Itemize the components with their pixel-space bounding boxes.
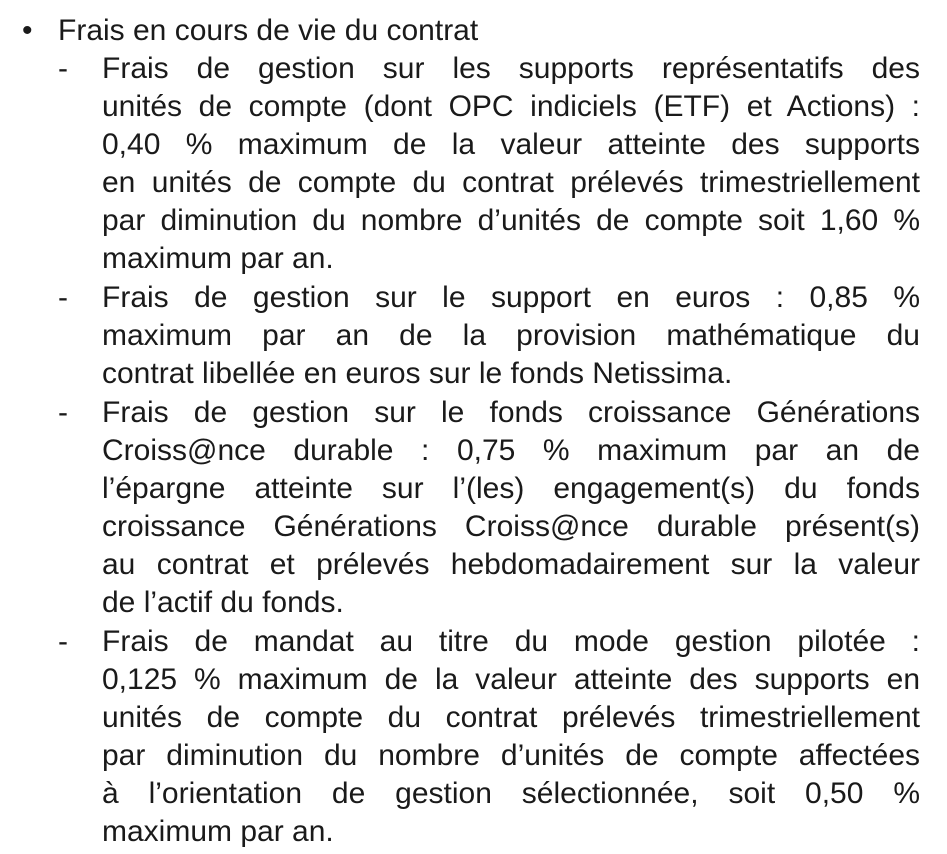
text-line: contrat libellée en euros sur le fonds Netissima. (102, 357, 733, 390)
text-line: Frais de mandat au titre du mode gestion pilotée : (102, 625, 920, 658)
bullet-marker: • (22, 14, 33, 47)
text-line: unités de compte (dont OPC indiciels (ETF) et Actions) : (102, 90, 920, 123)
text-line: Frais de gestion sur le fonds croissance Générations (102, 396, 920, 429)
list-item-text (102, 279, 920, 393)
text-line: l’épargne atteinte sur l’(les) engagement(s) du fonds (102, 472, 920, 505)
text-line: 0,40 % maximum de la valeur atteinte des supports (102, 128, 920, 161)
text-line: maximum par an. (102, 815, 334, 848)
bullet-item-fees-during-contract (0, 5, 947, 45)
list-item-text (102, 623, 920, 851)
bullet-heading: Frais en cours de vie du contrat (58, 14, 479, 47)
text-line: maximum par an. (102, 242, 334, 275)
text-line: maximum par an de la provision mathématique du (102, 319, 920, 352)
dash-marker: - (58, 52, 68, 85)
dash-marker: - (58, 281, 68, 314)
text-line: de l’actif du fonds. (102, 586, 344, 619)
text-line: au contrat et prélevés hebdomadairement sur la valeur (102, 548, 920, 581)
dash-marker: - (58, 625, 68, 658)
text-line: par diminution du nombre d’unités de compte soit 1,60 % (102, 204, 920, 237)
text-line: Frais de gestion sur les supports représentatifs des (102, 52, 920, 85)
text-line: Croiss@nce durable : 0,75 % maximum par an de (102, 434, 920, 467)
text-line: en unités de compte du contrat prélevés trimestriellement (102, 166, 920, 199)
dash-marker: - (58, 396, 68, 429)
text-line: 0,125 % maximum de la valeur atteinte des supports en (102, 663, 920, 696)
text-line: Frais de gestion sur le support en euros : 0,85 % (102, 281, 920, 314)
text-line: à l’orientation de gestion sélectionnée, soit 0,50 % (102, 777, 920, 810)
text-line: croissance Générations Croiss@nce durable présent(s) (102, 510, 920, 543)
list-item-text (102, 394, 920, 622)
text-line: unités de compte du contrat prélevés trimestriellement (102, 701, 920, 734)
text-line: par diminution du nombre d’unités de compte affectées (102, 739, 920, 772)
list-item-text (102, 50, 920, 278)
